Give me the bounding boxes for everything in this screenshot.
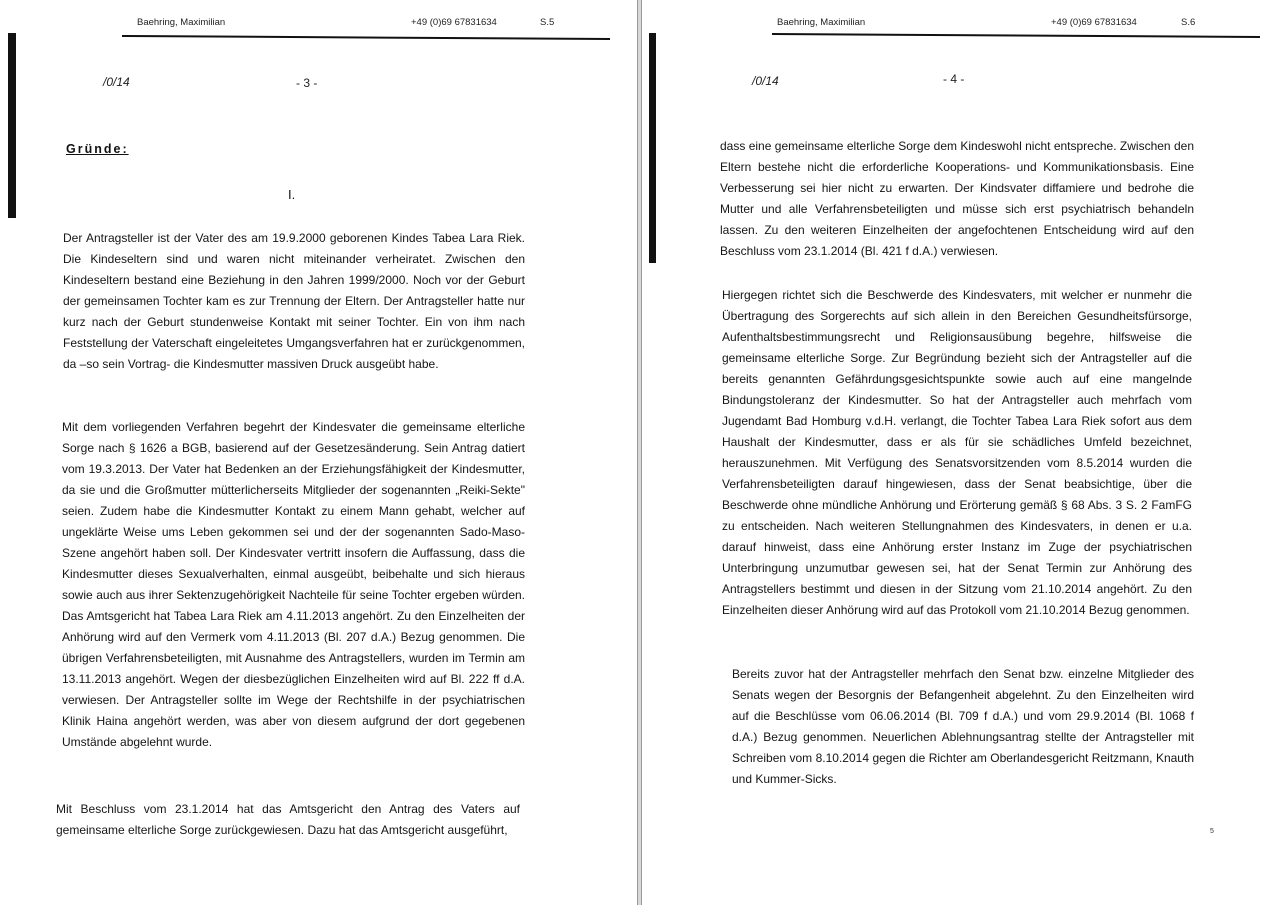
header-phone: +49 (0)69 67831634 [411, 17, 497, 28]
page-right [641, 0, 1280, 905]
section-number: I. [288, 187, 296, 202]
paragraph: Mit Beschluss vom 23.1.2014 hat das Amtsgericht den Antrag des Vaters auf gemeinsame elterliche Sorge zurückgewiesen. Dazu hat das Amtsgericht ausgeführt, [56, 802, 520, 837]
paragraph: Bereits zuvor hat der Antragsteller mehrfach den Senat bzw. einzelne Mitglieder des Senats wegen der Besorgnis der Befangenheit abgelehnt. Zu den Einzelheiten wird auf die Beschlüsse vom 06.06.2014 (Bl. 709 f d.A.) und vom 29.9.2014 (Bl. 1068 f d.A.) Bezug genommen. Neuerlichen Ablehnungsantrag stellte der Antragsteller mit Schreiben vom 8.10.2014 gegen die Richter am Oberlandesgericht Reitzmann, Knauth und Kummer-Sicks. [732, 667, 1194, 786]
header-page-number: S.6 [1181, 17, 1196, 28]
header-name: Baehring, Maximilian [137, 17, 226, 28]
header-page-number: S.5 [540, 17, 555, 28]
paragraph: Mit dem vorliegenden Verfahren begehrt der Kindesvater die gemeinsame elterliche Sorge nach § 1626 a BGB, basierend auf der Gesetzesänderung. Sein Antrag datiert vom 19.3.2013. Der Vater hat Bedenken an der Erziehungsfähigkeit der Kindesmutter, da sie und die Großmutter mütterlicherseits Mitglieder der sogenannten „Reiki-Sekte" seien. Zudem habe die Kindesmutter Kontakt zu einem Mann gehabt, welcher auf ungeklärte Weise ums Leben gekommen sei und der der sogenannten Sado-Maso-Szene angehört haben soll. Der Kindesvater vertritt insofern die Auffassung, dass die Kindesmutter dieses Sexualverhalten, einmal ausgeübt, beibehalte und sich hieraus sowie auch aus ihrer Sektenzugehörigkeit Nachteile für seine Tochter ergeben würden. Das Amtsgericht hat Tabea Lara Riek am 4.11.2013 angehört. Zu den Einzelheiten der Anhörung wird auf den Vermerk vom 4.11.2013 (Bl. 207 d.A.) Bezug genommen. Die übrigen Verfahrensbeteiligten, mit Ausnahme des Antragstellers, wurden im Termin am 13.11.2013 angehört. Wegen der diesbezüglichen Einzelheiten wird auf Bl. 222 ff d.A. verwiesen. Der Antragsteller sollte im Wege der Rechtshilfe in der psychiatrischen Klinik Haina angehört werden, was aber von diesem aufgrund der dort gegebenen Umstände abgelehnt wurde. [62, 420, 525, 749]
page-number: - 3 - [296, 76, 318, 90]
document-reference: /0/14 [752, 74, 779, 88]
paragraph: Der Antragsteller ist der Vater des am 19.9.2000 geborenen Kindes Tabea Lara Riek. Die Kindeseltern sind und waren nicht miteinander verheiratet. Zwischen den Kindeseltern bestand eine Beziehung in den Jahren 1999/2000. Noch vor der Geburt der gemeinsamen Tochter kam es zur Trennung der Eltern. Der Antragsteller hatte nur kurz nach der Geburt stundenweise Kontakt mit seiner Tochter. Ein von ihm nach Feststellung der Vaterschaft eingeleitetes Umgangsverfahren hat er zurückgenommen, da –so sein Vortrag- die Kindesmutter massiven Druck ausgeübt habe. [63, 231, 525, 371]
paragraph: Hiergegen richtet sich die Beschwerde des Kindesvaters, mit welcher er nunmehr die Übertragung des Sorgerechts auf sich allein in den Bereichen Gesundheitsfürsorge, Aufenthaltsbestimmungsrecht und Religionsausübung begehre, hilfsweise die gemeinsame elterliche Sorge. Zur Begründung bezieht sich der Antragsteller auf die bereits genannten Gefährdungsgesichtspunkte sowie auch auf eine mangelnde Bindungstoleranz der Kindesmutter. So hat der Antragsteller auch mehrfach vom Jugendamt Bad Homburg v.d.H. verlangt, die Tochter Tabea Lara Riek sofort aus dem Haushalt der Kindesmutter, dass er als für sie schädliches Umfeld bezeichnet, herauszunehmen. Mit Verfügung des Senatsvorsitzenden vom 8.5.2014 wurden die Verfahrensbeteiligten darauf hingewiesen, dass der Senat beabsichtige, über die Beschwerde ohne mündliche Anhörung und Erörterung gemäß § 68 Abs. 3 S. 2 FamFG zu entscheiden. Nach weiteren Stellungnahmen des Kindesvaters, in denen er u.a. darauf hinweist, dass eine Anhörung erster Instanz im Zuge der psychiatrischen Unterbringung unzumutbar gewesen sei, hat der Senat Termin zur Anhörung des Antragstellers bestimmt und diesen in der Sitzung vom 21.10.2014 angehört. Zu den Einzelheiten dieser Anhörung wird auf das Protokoll vom 21.10.2014 Bezug genommen. [722, 288, 1192, 617]
header-phone: +49 (0)69 67831634 [1051, 17, 1137, 28]
page-left [0, 0, 638, 905]
header-rule [122, 35, 610, 40]
margin-bar [649, 33, 656, 263]
header-name: Baehring, Maximilian [777, 17, 866, 28]
section-heading: Gründe: [66, 142, 129, 156]
page-number: - 4 - [943, 72, 965, 86]
document-reference: /0/14 [103, 75, 130, 89]
page-mark: 5 [1210, 828, 1214, 835]
header-rule [772, 33, 1260, 38]
paragraph: dass eine gemeinsame elterliche Sorge dem Kindeswohl nicht entspreche. Zwischen den Eltern bestehe nicht die erforderliche Kooperations- und Kommunikationsbasis. Eine Verbesserung sei hier nicht zu erwarten. Der Kindsvater diffamiere und bedrohe die Mutter und alle Verfahrensbeteiligten und müsse sich erst psychiatrisch behandeln lassen. Zu den weiteren Einzelheiten der angefochtenen Entscheidung wird auf den Beschluss vom 23.1.2014 (Bl. 421 f d.A.) verwiesen. [720, 139, 1194, 258]
margin-bar [8, 33, 16, 218]
